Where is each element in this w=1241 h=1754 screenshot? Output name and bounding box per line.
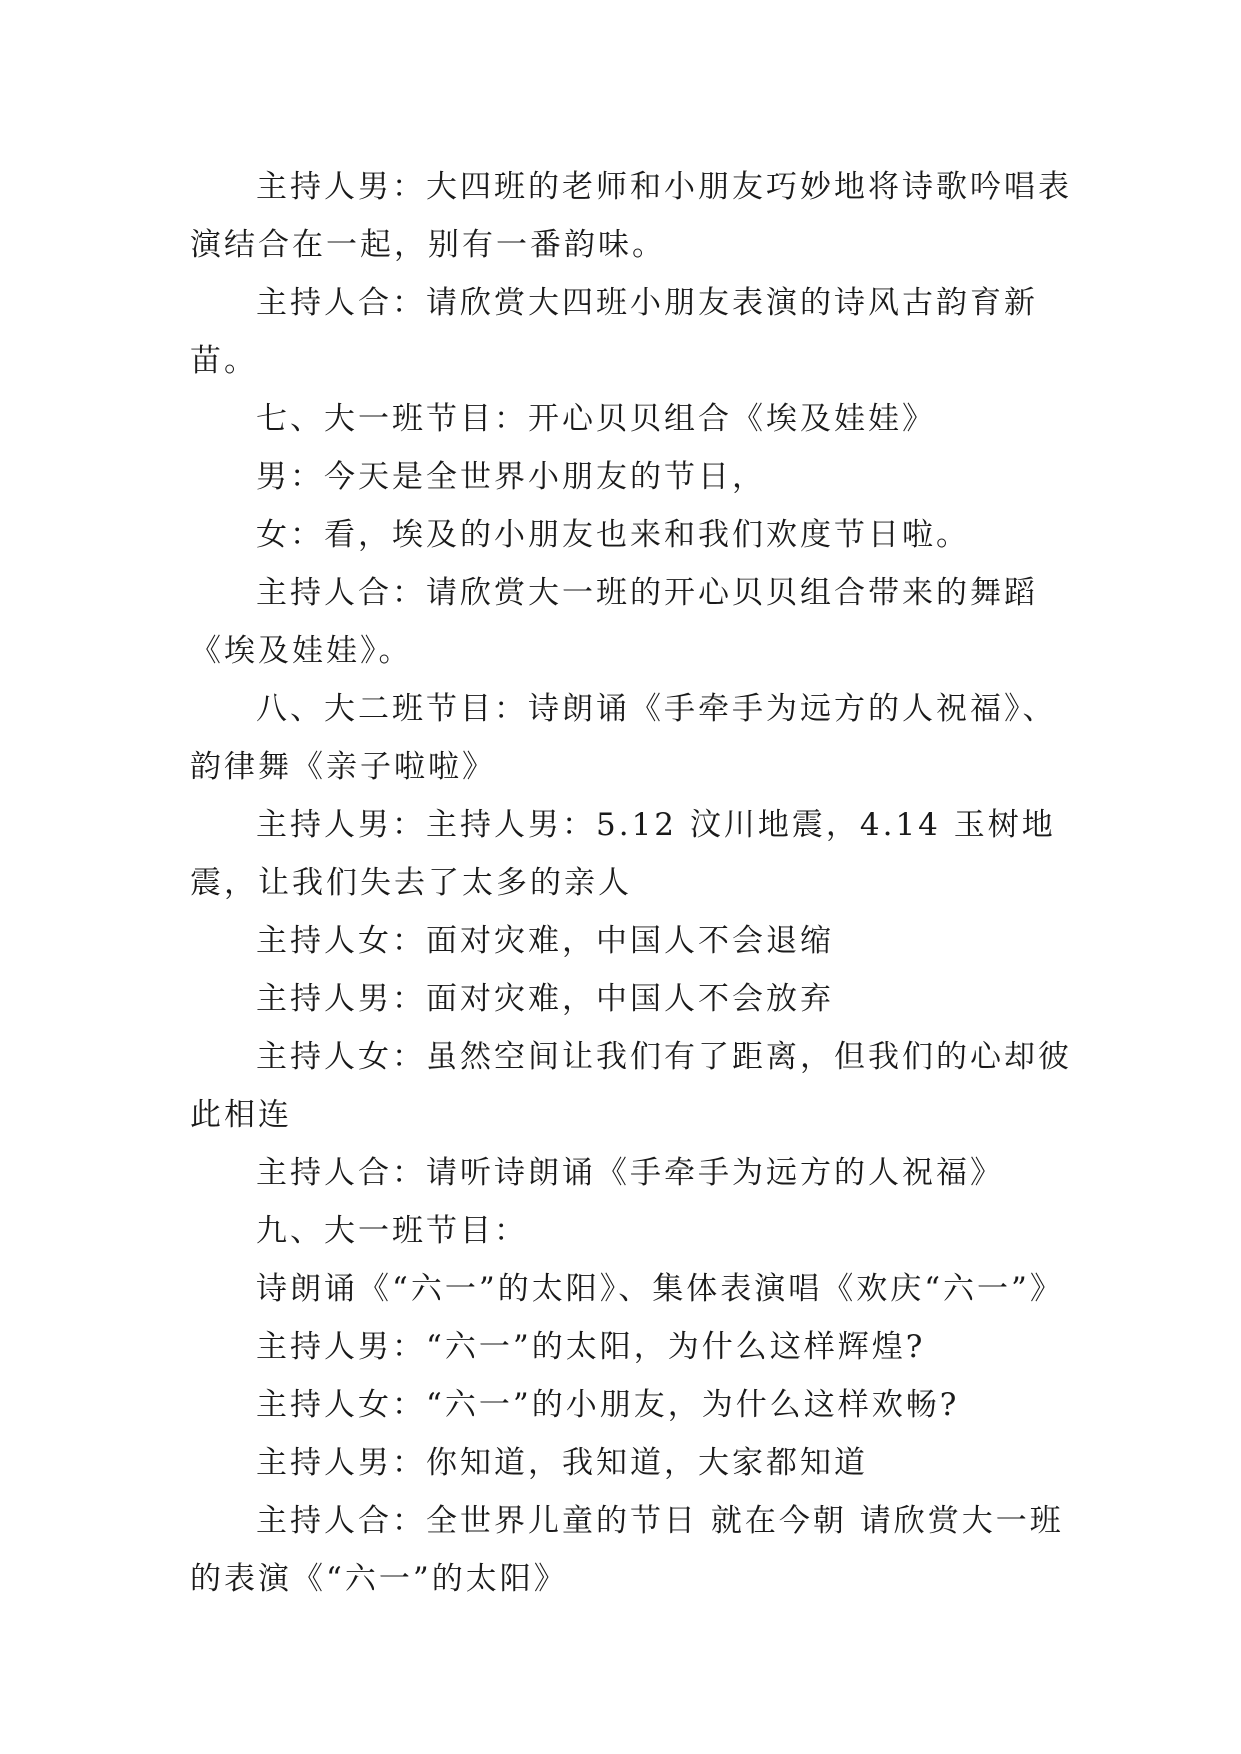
paragraph-host-female-2: 主持人女：虽然空间让我们有了距离，但我们的心却彼此相连 [190,1039,1072,1133]
paragraph-host-male-1: 主持人男：大四班的老师和小朋友巧妙地将诗歌吟唱表演结合在一起，别有一番韵味。 [190,169,1072,263]
paragraph-host-male-5: 主持人男：你知道，我知道，大家都知道 [256,1445,868,1481]
paragraph-program-8-heading: 八、大二班节目：诗朗诵《手牵手为远方的人祝福》、韵律舞《亲子啦啦》 [190,691,1057,785]
paragraph-host-together-1: 主持人合：请欣赏大四班小朋友表演的诗风古韵育新苗。 [190,285,1038,379]
document-body [190,158,1090,1608]
paragraph-host-together-4: 主持人合：全世界儿童的节日 就在今朝 请欣赏大一班的表演《“六一”的太阳》 [190,1503,1064,1597]
paragraph-program-9-heading: 九、大一班节目： [256,1213,528,1249]
paragraph-host-together-2: 主持人合：请欣赏大一班的开心贝贝组合带来的舞蹈《埃及娃娃》。 [190,575,1038,669]
paragraph-host-female-3: 主持人女：“六一”的小朋友，为什么这样欢畅? [256,1387,960,1423]
paragraph-host-male-3: 主持人男：面对灾难，中国人不会放弃 [256,981,834,1017]
paragraph-program-7-heading: 七、大一班节目：开心贝贝组合《埃及娃娃》 [256,401,936,437]
paragraph-host-male-2: 主持人男：主持人男：5.12 汶川地震，4.14 玉树地震，让我们失去了太多的亲人 [190,807,1056,901]
paragraph-host-together-3: 主持人合：请听诗朗诵《手牵手为远方的人祝福》 [256,1155,1004,1191]
paragraph-male-line: 男：今天是全世界小朋友的节日， [256,459,766,495]
paragraph-female-line: 女：看，埃及的小朋友也来和我们欢度节日啦。 [256,517,970,553]
paragraph-program-9-items: 诗朗诵《“六一”的太阳》、集体表演唱《欢庆“六一”》 [256,1271,1064,1307]
paragraph-host-male-4: 主持人男：“六一”的太阳，为什么这样辉煌? [256,1329,926,1365]
paragraph-host-female-1: 主持人女：面对灾难，中国人不会退缩 [256,923,834,959]
